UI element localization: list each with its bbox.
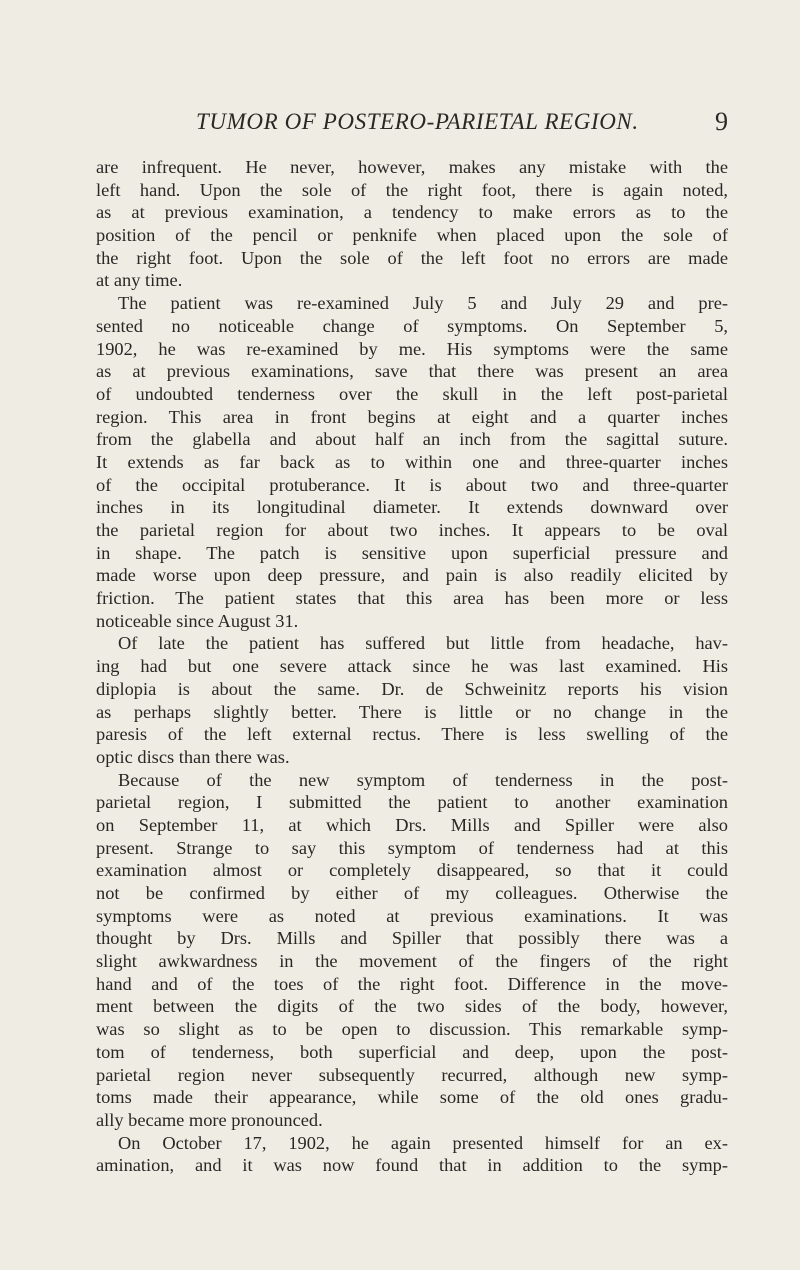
text-line: as at previous examinations, save that there was present an area	[96, 361, 728, 382]
text-line: inches in its longitudinal diameter. It extends downward over	[96, 497, 728, 518]
running-head	[96, 106, 728, 138]
text-line: 1902, he was re-examined by me. His symptoms were the same	[96, 338, 728, 359]
text-line: hand and of the toes of the right foot. Difference in the move-	[96, 973, 728, 994]
text-line: not be confirmed by either of my colleagues. Otherwise the	[96, 883, 728, 903]
text-line: from the glabella and about half an inch from the sagittal suture.	[96, 429, 728, 450]
text-line: optic discs than there was.	[96, 746, 290, 767]
text-line: region. This area in front begins at eight and a quarter inches	[96, 406, 728, 427]
text-line: was so slight as to be open to discussion. This remarkable symp-	[96, 1019, 728, 1040]
text-line: made worse upon deep pressure, and pain is also readily elicited by	[96, 565, 728, 586]
text-line: as at previous examination, a tendency to make errors as to the	[96, 202, 728, 223]
text-line: slight awkwardness in the movement of the fingers of the right	[96, 951, 728, 972]
text-line: amination, and it was now found that in addition to the symp-	[96, 1155, 728, 1176]
text-line: at any time.	[96, 270, 183, 291]
text-line: examination almost or completely disappeared, so that it could	[96, 860, 728, 881]
text-line: position of the pencil or penknife when placed upon the sole of	[96, 225, 728, 246]
text-line: of the occipital protuberance. It is about two and three-quarter	[96, 474, 728, 495]
page-number: 9	[715, 107, 728, 136]
body-text	[96, 156, 728, 1177]
text-line: the right foot. Upon the sole of the left foot no errors are made	[96, 247, 728, 268]
text-line: toms made their appearance, while some of the old ones gradu-	[96, 1087, 728, 1108]
text-line: sented no noticeable change of symptoms. On September 5,	[96, 315, 728, 336]
text-line: The patient was re-examined July 5 and July 29 and pre-	[118, 293, 728, 314]
text-line: parietal region, I submitted the patient to another examination	[96, 792, 728, 813]
text-line: ally became more pronounced.	[96, 1109, 323, 1130]
text-line: On October 17, 1902, he again presented himself for an ex-	[118, 1132, 728, 1153]
text-line: ment between the digits of the two sides of the body, however,	[96, 996, 728, 1017]
text-line: as perhaps slightly better. There is little or no change in the	[96, 701, 728, 722]
text-line: friction. The patient states that this area has been more or less	[96, 588, 728, 609]
text-line: the parietal region for about two inches. It appears to be oval	[96, 520, 728, 540]
text-line: thought by Drs. Mills and Spiller that possibly there was a	[96, 928, 728, 949]
text-line: ing had but one severe attack since he was last examined. His	[96, 656, 728, 677]
text-line: Of late the patient has suffered but little from headache, hav-	[118, 633, 728, 654]
text-line: on September 11, at which Drs. Mills and Spiller were also	[96, 814, 728, 835]
text-line: paresis of the left external rectus. There is less swelling of the	[96, 724, 728, 745]
text-line: of undoubted tenderness over the skull in the left post-parietal	[96, 383, 728, 404]
text-line: parietal region never subsequently recurred, although new symp-	[96, 1064, 728, 1085]
text-line: noticeable since August 31.	[96, 610, 299, 631]
running-title: TUMOR OF POSTERO-PARIETAL REGION.	[196, 109, 639, 134]
text-line: are infrequent. He never, however, makes any mistake with the	[96, 157, 728, 177]
text-line: Because of the new symptom of tenderness in the post-	[118, 769, 728, 790]
text-line: present. Strange to say this symptom of tenderness had at this	[96, 837, 728, 858]
text-line: in shape. The patch is sensitive upon superficial pressure and	[96, 542, 728, 563]
text-line: diplopia is about the same. Dr. de Schweinitz reports his vision	[96, 678, 728, 699]
text-line: It extends as far back as to within one and three-quarter inches	[96, 451, 728, 472]
text-line: tom of tenderness, both superficial and deep, upon the post-	[96, 1041, 728, 1062]
text-line: symptoms were as noted at previous examinations. It was	[96, 905, 728, 926]
text-line: left hand. Upon the sole of the right foot, there is again noted,	[96, 179, 728, 200]
